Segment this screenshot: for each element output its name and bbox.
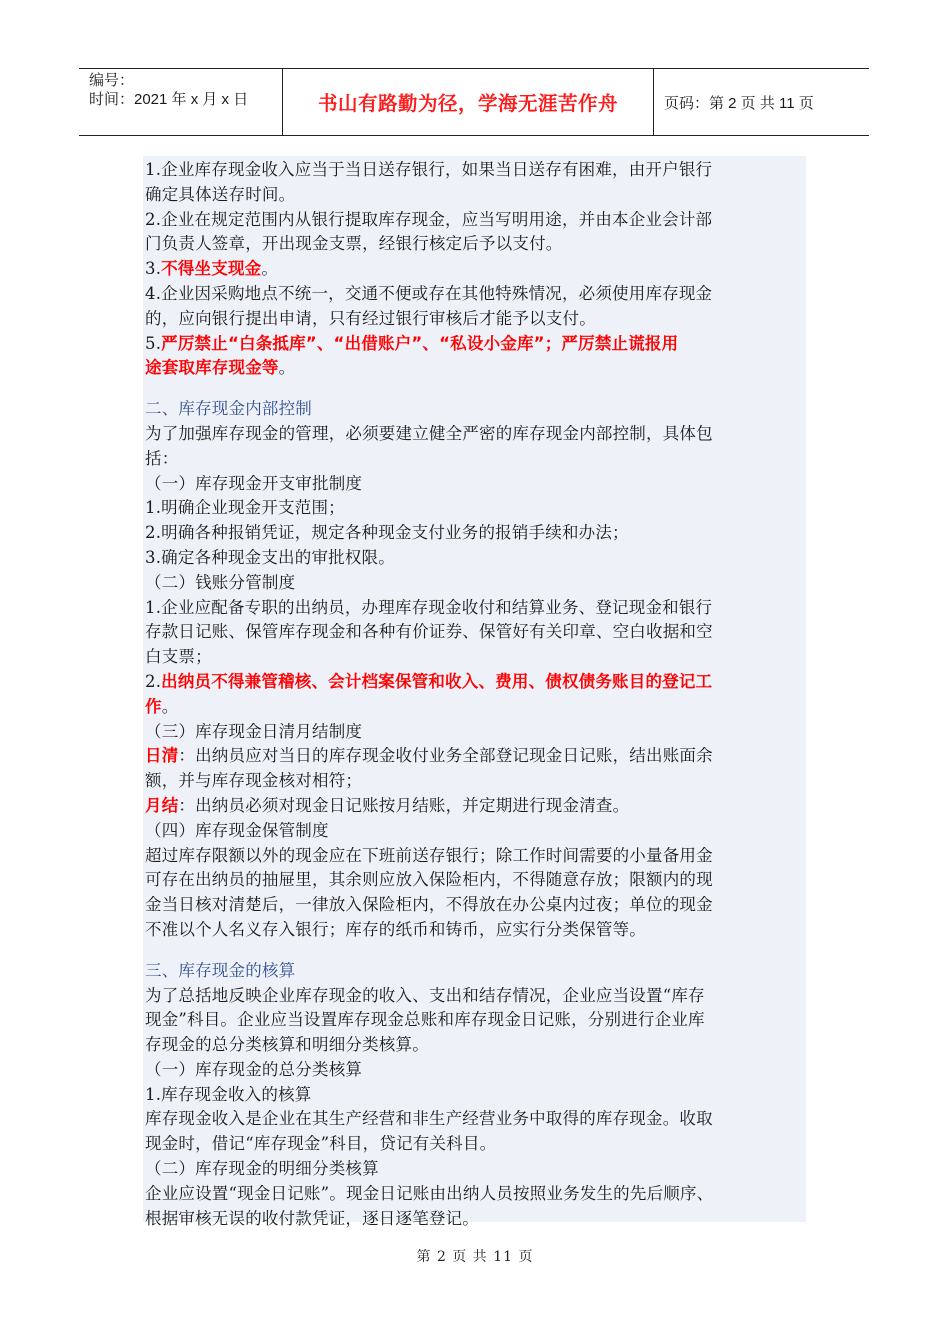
subsection-heading: （三）库存现金日清月结制度 [145,721,363,741]
line-suffix: 。 [278,358,296,378]
paragraph-line: 4.企业因采购地点不统一，交通不便或存在其他特殊情况，必须使用库存现金 [145,283,713,303]
subsection-heading: （一）库存现金的总分类核算 [145,1059,363,1079]
document-body [143,156,806,1228]
paragraph-line: 2.企业在规定范围内从银行提取库存现金，应当写明用途，并由本企业会计部 [145,209,713,229]
paragraph-line [145,744,806,769]
highlight-text: 途套取库存现金等 [145,358,279,378]
paragraph-line [145,257,806,282]
highlight-text: 作 [145,696,162,716]
item-number: 2. [145,671,162,691]
highlight-text: 严厉禁止“白条抵库”、“出借账户”、“私设小金库”；严厉禁止谎报用 [161,333,679,353]
paragraph-line: 2.明确各种报销凭证，规定各种现金支付业务的报销手续和办法； [145,523,629,543]
paragraph-line [145,332,806,357]
paragraph-line: 为了总括地反映企业库存现金的收入、支出和结存情况，企业应当设置“库存 [145,985,705,1005]
paragraph-line [145,695,806,720]
paragraph-line: 可存在出纳员的抽屉里，其余则应放入保险柜内，不得随意存放；限额内的现 [145,870,713,890]
paragraph-line: 存现金的总分类核算和明细分类核算。 [145,1035,429,1055]
highlight-text: 月结 [145,795,179,815]
item-number: 5. [145,333,162,353]
document-date: 时间：2021 年 x 月 x 日 [89,91,249,108]
header-page-info: 页码：第 2 页 共 11 页 [664,94,814,112]
subsection-heading: （四）库存现金保管制度 [145,820,329,840]
paragraph-line: 现金”科目。企业应当设置库存现金总账和库存现金日记账，分别进行企业库 [145,1010,705,1030]
line-text: ：出纳员应对当日的库存现金收付业务全部登记现金日记账，结出账面余 [178,746,713,766]
paragraph-line: 根据审核无误的收付款凭证，逐日逐笔登记。 [145,1208,479,1228]
paragraph-line: 括： [145,448,179,468]
paragraph-line: 白支票； [145,647,212,667]
paragraph-line: 不准以个人名义存入银行；库存的纸币和铸币，应实行分类保管等。 [145,919,646,939]
paragraph-line: 额，并与库存现金核对相符； [145,771,363,791]
paragraph-line: 的，应向银行提出申请，只有经过银行审核后才能予以支付。 [145,308,596,328]
paragraph-line: 1.库存现金收入的核算 [145,1084,312,1104]
paragraph-line [145,670,806,695]
line-text: ：出纳员必须对现金日记账按月结账，并定期进行现金清查。 [178,795,630,815]
paragraph-line: 企业应设置“现金日记账”。现金日记账由出纳人员按照业务发生的先后顺序、 [145,1183,714,1203]
document-number: 编号： [89,72,135,89]
highlight-text: 出纳员不得兼管稽核、会计档案保管和收入、费用、债权债务账目的登记工 [161,671,713,691]
paragraph-line: 1.企业库存现金收入应当于当日送存银行，如果当日送存有困难，由开户银行 [145,160,713,179]
highlight-text: 日清 [145,746,179,766]
line-suffix: 。 [161,696,179,716]
section-heading: 二、库存现金内部控制 [145,399,312,419]
page-footer: 第 2 页 共 11 页 [416,1249,534,1265]
paragraph-line: 门负责人签章，开出现金支票，经银行核定后予以支付。 [145,234,563,254]
paragraph-line: 1.明确企业现金开支范围； [145,498,345,518]
subsection-heading: （二）钱账分管制度 [145,572,296,592]
paragraph-line [145,356,806,381]
paragraph-line: 超过库存限额以外的现金应在下班前送存银行；除工作时间需要的小量备用金 [145,845,713,865]
subsection-heading: （一）库存现金开支审批制度 [145,473,363,493]
paragraph-line: 库存现金收入是企业在其生产经营和非生产经营业务中取得的库存现金。收取 [145,1109,713,1129]
paragraph-line [145,794,806,819]
page-header [79,68,869,136]
paragraph-line: 确定具体送存时间。 [145,184,296,204]
paragraph-line: 存款日记账、保管库存现金和各种有价证券、保管好有关印章、空白收据和空 [145,622,713,642]
paragraph-line: 金当日核对清楚后，一律放入保险柜内，不得放在办公桌内过夜；单位的现金 [145,895,713,915]
paragraph-line: 为了加强库存现金的管理，必须要建立健全严密的库存现金内部控制，具体包 [145,423,713,443]
paragraph-line: 3.确定各种现金支出的审批权限。 [145,547,395,567]
paragraph-line: 1.企业应配备专职的出纳员，办理库存现金收付和结算业务、登记现金和银行 [145,597,713,617]
header-motto: 书山有路勤为径，学海无涯苦作舟 [283,69,654,135]
header-meta [79,69,283,135]
paragraph-line: 现金时，借记“库存现金”科目，贷记有关科目。 [145,1134,497,1154]
subsection-heading: （二）库存现金的明细分类核算 [145,1159,379,1179]
section-heading: 三、库存现金的核算 [145,960,296,980]
line-suffix: 。 [261,259,279,279]
highlight-text: 不得坐支现金 [161,259,262,279]
item-number: 3. [145,259,162,279]
